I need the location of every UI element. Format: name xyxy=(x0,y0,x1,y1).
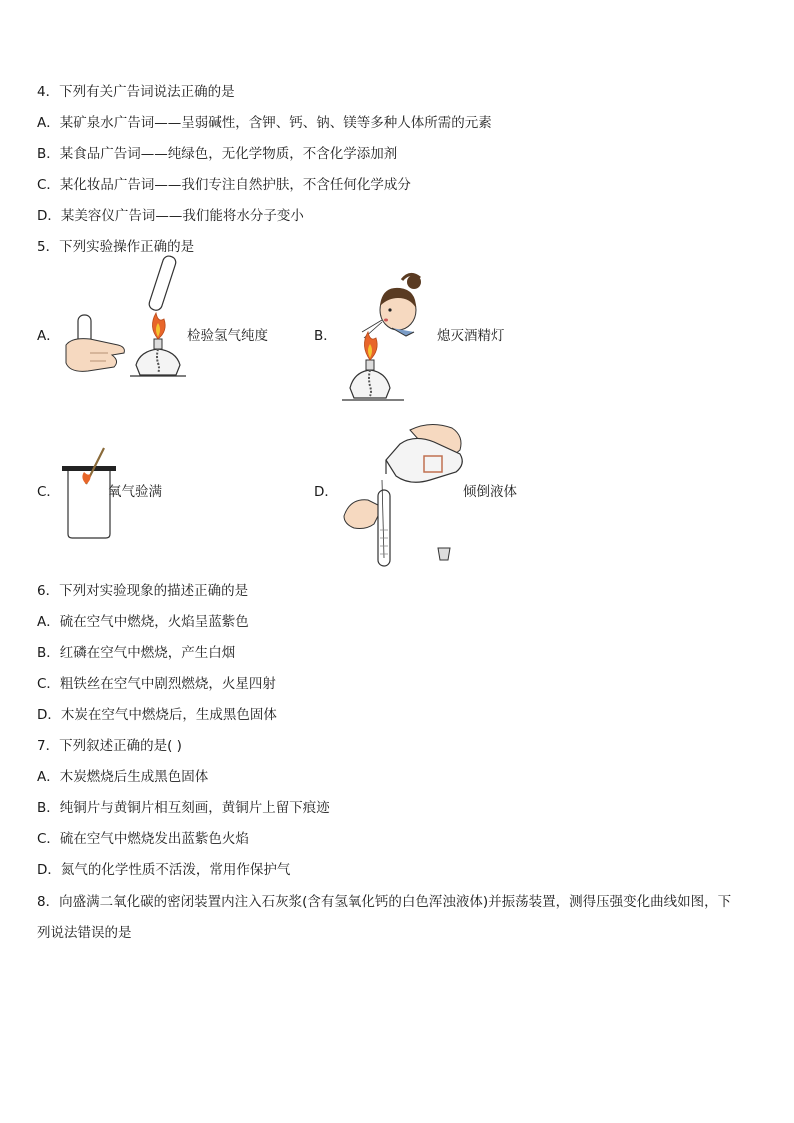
question-4-stem: 4．下列有关广告词说法正确的是 xyxy=(37,84,235,100)
question-4-option-a[interactable]: A．某矿泉水广告词——呈弱碱性，含钾、钙、钠、镁等多种人体所需的元素 xyxy=(37,115,492,131)
question-6-option-d[interactable]: D．木炭在空气中燃烧后，生成黑色固体 xyxy=(37,707,277,723)
question-4-option-b[interactable]: B．某食品广告词——纯绿色，无化学物质，不含化学添加剂 xyxy=(37,146,398,162)
question-5-option-a-label[interactable]: A． xyxy=(37,328,60,344)
question-5-stem: 5．下列实验操作正确的是 xyxy=(37,239,195,255)
blow-out-alcohol-lamp-illustration xyxy=(340,266,440,406)
question-5-option-c-label[interactable]: C． xyxy=(37,484,60,500)
question-6-option-a[interactable]: A．硫在空气中燃烧，火焰呈蓝紫色 xyxy=(37,614,249,630)
question-6-stem: 6．下列对实验现象的描述正确的是 xyxy=(37,583,249,599)
question-5-option-d-caption: 倾倒液体 xyxy=(463,484,517,500)
question-4-option-c[interactable]: C．某化妆品广告词——我们专注自然护肤，不含任何化学成分 xyxy=(37,177,411,193)
question-7-option-d[interactable]: D．氮气的化学性质不活泼，常用作保护气 xyxy=(37,862,291,878)
question-7-option-a[interactable]: A．木炭燃烧后生成黑色固体 xyxy=(37,769,209,785)
question-6-option-c[interactable]: C．粗铁丝在空气中剧烈燃烧，火星四射 xyxy=(37,676,276,692)
question-8-stem-line-2: 列说法错误的是 xyxy=(37,925,132,941)
question-5-option-b-caption: 熄灭酒精灯 xyxy=(437,328,505,344)
question-8-stem-line-1: 8．向盛满二氧化碳的密闭装置内注入石灰浆(含有氢氧化钙的白色浑浊液体)并振荡装置，测得压强变化曲线如图，下 xyxy=(37,894,732,910)
question-7-option-c[interactable]: C．硫在空气中燃烧发出蓝紫色火焰 xyxy=(37,831,249,847)
question-7-option-b[interactable]: B．纯铜片与黄铜片相互刻画，黄铜片上留下痕迹 xyxy=(37,800,330,816)
question-7-stem: 7．下列叙述正确的是( ) xyxy=(37,738,182,754)
question-5-option-b-label[interactable]: B． xyxy=(314,328,337,344)
question-5-option-d-label[interactable]: D． xyxy=(314,484,338,500)
question-6-option-b[interactable]: B．红磷在空气中燃烧，产生白烟 xyxy=(37,645,236,661)
pour-liquid-illustration xyxy=(340,420,470,570)
hydrogen-purity-test-illustration xyxy=(60,253,190,388)
question-4-option-d[interactable]: D．某美容仪广告词——我们能将水分子变小 xyxy=(37,208,304,224)
question-5-option-a-caption: 检验氢气纯度 xyxy=(187,328,268,344)
question-5-option-c-caption: 氧气验满 xyxy=(108,484,162,500)
